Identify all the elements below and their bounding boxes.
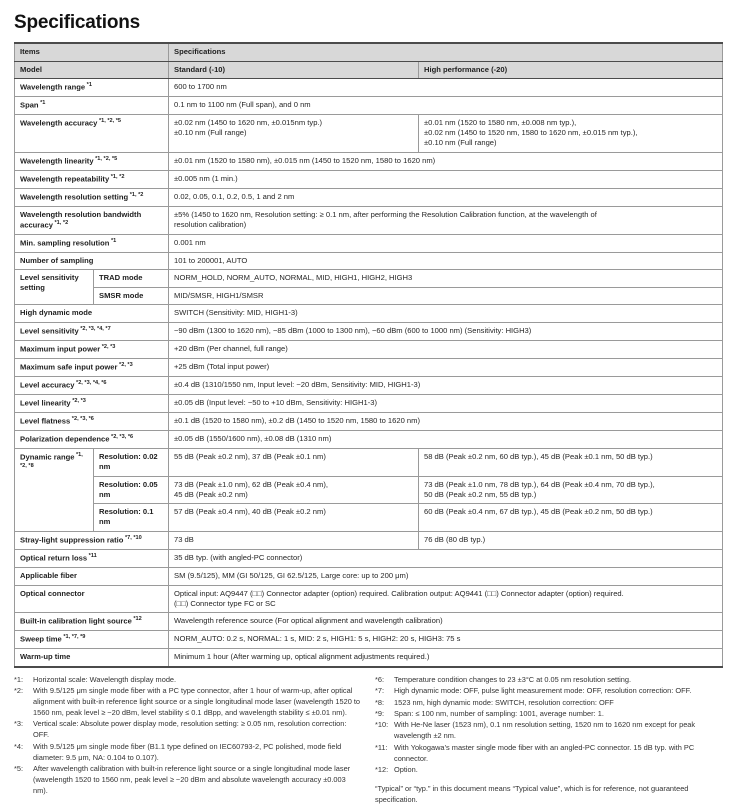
label-cell: Number of sampling (15, 252, 169, 270)
footnote (14, 719, 361, 741)
value-cell: 60 dB (Peak ±0.4 nm, 67 dB typ.), 45 dB (Peak ±0.2 nm, 50 dB typ.) (419, 504, 723, 532)
table-row (15, 270, 723, 288)
col-header-high-performance: High performance (-20) (419, 61, 723, 79)
label-cell: Level sensitivity $^{*2, *3, *4, *7}$ (15, 322, 169, 340)
table-row (15, 79, 723, 97)
table-row (15, 549, 723, 567)
value-cell: 600 to 1700 nm (169, 79, 723, 97)
value-cell: Minimum 1 hour (After warming up, optical alignment adjustments required.) (169, 649, 723, 667)
value-cell: ±0.05 dB (1550/1600 nm), ±0.08 dB (1310 nm) (169, 431, 723, 449)
label-cell: Polarization dependence $^{*2, *3, *6}$ (15, 431, 169, 449)
table-row (15, 188, 723, 206)
table-row (15, 97, 723, 115)
value-cell: 101 to 200001, AUTO (169, 252, 723, 270)
table-row (15, 504, 723, 532)
footnote (14, 686, 361, 719)
table-row (15, 305, 723, 323)
table-row (15, 631, 723, 649)
label-cell: Maximum safe input power $^{*2, *3}$ (15, 359, 169, 377)
table-row (15, 395, 723, 413)
spec-table-body (15, 43, 723, 667)
footnote (14, 742, 361, 764)
footnote-ref: *1, *2, *5 (93, 155, 118, 162)
footnote-marker: *1: (14, 674, 24, 684)
value-cell: ±0.05 dB (Input level: −50 to +10 dBm, Sensitivity: HIGH1-3) (169, 395, 723, 413)
footnote-ref: *1, *2 (128, 191, 144, 198)
sublabel-cell: TRAD mode (94, 270, 169, 288)
footnote-text: Vertical scale: Absolute power display mode, resolution setting: ≥ 0.05 nm, resolution correction: OFF. (33, 719, 347, 740)
footnote-ref: *7, *10 (123, 534, 142, 541)
footnote-marker: *8: (375, 697, 385, 707)
footnote-marker: *5: (14, 764, 24, 774)
footnote-marker: *11: (375, 742, 388, 752)
footnote (14, 675, 361, 686)
label-cell: Sweep time $^{*1, *7, *9}$ (15, 631, 169, 649)
value-cell: NORM_HOLD, NORM_AUTO, NORMAL, MID, HIGH1, HIGH2, HIGH3 (169, 270, 723, 288)
value-cell: 0.001 nm (169, 234, 723, 252)
value-cell: ±0.005 nm (1 min.) (169, 170, 723, 188)
value-cell: −90 dBm (1300 to 1620 nm), −85 dBm (1000 to 1300 nm), −60 dBm (600 to 1000 nm) (Sensitivity: HIGH3) (169, 322, 723, 340)
footnote-text: With 9.5/125 μm single mode fiber with a PC type connector, after 1 hour of warm-up, after optical alignment with built-in reference light source or a single longitudinal mode laser (wavelength 1520 to 1560 nm, peak level ≥ −20 dBm, level stability ≤ 0.1 dBpp, and wavelength stability ≤ ±0.01 nm). (33, 686, 361, 718)
label-cell: Level linearity $^{*2, *3}$ (15, 395, 169, 413)
typical-note: “Typical” or “typ.” in this document means “Typical value”, which is for reference, not guaranteed specification. (375, 784, 689, 805)
label-cell: Optical return loss $^{*11}$ (15, 549, 169, 567)
label-cell: Level accuracy $^{*2, *3, *4, *6}$ (15, 377, 169, 395)
table-row (15, 206, 723, 234)
footnote (375, 720, 722, 742)
footnote (375, 743, 722, 765)
value-cell: 73 dB (169, 531, 419, 549)
footnotes-right (375, 675, 722, 806)
value-cell: +20 dBm (Per channel, full range) (169, 341, 723, 359)
table-row (15, 449, 723, 477)
footnotes-section (14, 675, 722, 806)
label-cell: Wavelength repeatability $^{*1, *2}$ (15, 170, 169, 188)
table-row (15, 170, 723, 188)
label-cell: Optical connector (15, 585, 169, 613)
table-row (15, 476, 723, 504)
footnote-text: High dynamic mode: OFF, pulse light measurement mode: OFF, resolution correction: OFF. (394, 686, 692, 696)
footnote-ref: *2, *3, *6 (109, 434, 134, 441)
table-row (15, 531, 723, 549)
label-cell: Span $^{*1}$ (15, 97, 169, 115)
table-row (15, 115, 723, 153)
label-cell: Wavelength linearity $^{*1, *2, *5}$ (15, 152, 169, 170)
label-cell: Dynamic range $^{*1, *2, *8}$ (15, 449, 94, 532)
footnote-text: 1523 nm, high dynamic mode: SWITCH, resolution correction: OFF (394, 697, 614, 707)
value-cell: 35 dB typ. (with angled-PC connector) (169, 549, 723, 567)
footnote-marker: *10: (375, 720, 389, 730)
label-cell: Min. sampling resolution $^{*1}$ (15, 234, 169, 252)
footnote-ref: *1, *2 (109, 173, 125, 180)
value-cell: 58 dB (Peak ±0.2 nm, 60 dB typ.), 45 dB (Peak ±0.1 nm, 50 dB typ.) (419, 449, 723, 477)
table-row (15, 568, 723, 586)
value-cell: ±5% (1450 to 1620 nm, Resolution setting: ≥ 0.1 nm, after performing the Resolution Calibration function, at the wavelength of resolution calibration) (169, 206, 723, 234)
value-cell: 57 dB (Peak ±0.4 nm), 40 dB (Peak ±0.2 nm) (169, 504, 419, 532)
value-cell: Optical input: AQ9447 (□□) Connector adapter (option) required. Calibration output: AQ9441 (□□) Connector adapter (option) required. (□□) Connector type FC or SC (169, 585, 723, 613)
table-row (15, 585, 723, 613)
value-cell: +25 dBm (Total input power) (169, 359, 723, 377)
table-row (15, 413, 723, 431)
footnote-ref: *2, *3, *4, *6 (74, 380, 107, 387)
value-cell: 76 dB (80 dB typ.) (419, 531, 723, 549)
col-header-standard: Standard (-10) (169, 61, 419, 79)
footnote-ref: *2, *3, *4, *7 (78, 325, 111, 332)
footnote-ref: *1 (38, 100, 46, 107)
footnote-text: Span: ≤ 100 nm, number of sampling: 1001, average number: 1. (394, 709, 604, 719)
col-header-model: Model (15, 61, 169, 79)
label-cell: Stray-light suppression ratio $^{*7, *10}$ (15, 531, 169, 549)
footnote-ref: *1, *2 (52, 219, 69, 226)
value-cell: 55 dB (Peak ±0.2 nm), 37 dB (Peak ±0.1 nm) (169, 449, 419, 477)
table-row (15, 322, 723, 340)
footnote-text: Option. (394, 765, 418, 775)
value-cell: ±0.1 dB (1520 to 1580 nm), ±0.2 dB (1450 to 1520 nm, 1580 to 1620 nm) (169, 413, 723, 431)
value-cell: ±0.4 dB (1310/1550 nm, Input level: −20 dBm, Sensitivity: MID, HIGH1-3) (169, 377, 723, 395)
value-cell: ±0.02 nm (1450 to 1620 nm, ±0.015nm typ.) ±0.10 nm (Full range) (169, 115, 419, 153)
value-cell: 0.02, 0.05, 0.1, 0.2, 0.5, 1 and 2 nm (169, 188, 723, 206)
sublabel-cell: Resolution: 0.05 nm (94, 476, 169, 504)
label-cell: Applicable fiber (15, 568, 169, 586)
footnote-marker: *7: (375, 686, 385, 696)
label-cell: Level flatness $^{*2, *3, *6}$ (15, 413, 169, 431)
footnote-ref: *11 (87, 552, 97, 559)
sublabel-cell: Resolution: 0.02 nm (94, 449, 169, 477)
footnote-ref: *12 (131, 616, 142, 623)
spec-table (14, 42, 723, 668)
label-cell: Level sensitivity setting (15, 270, 94, 305)
value-cell: SWITCH (Sensitivity: MID, HIGH1-3) (169, 305, 723, 323)
value-cell: NORM_AUTO: 0.2 s, NORMAL: 1 s, MID: 2 s, HIGH1: 5 s, HIGH2: 20 s, HIGH3: 75 s (169, 631, 723, 649)
label-cell: Wavelength range $^{*1}$ (15, 79, 169, 97)
footnote-text: With He-Ne laser (1523 nm), 0.1 nm resolution setting, 1520 nm to 1620 nm except for peak wavelength ±2 nm. (394, 720, 696, 741)
footnote-text: After wavelength calibration with built-in reference light source or a single longitudinal mode laser (wavelength 1520 to 1560 nm, peak level ≥ −20 dBm and absolute wavelength accuracy ±0.003 nm). (33, 764, 351, 796)
footnote-text: Horizontal scale: Wavelength display mode. (33, 674, 177, 684)
footnote-ref: *2, *3 (70, 398, 86, 405)
table-row (15, 431, 723, 449)
table-row (15, 359, 723, 377)
footnote-marker: *3: (14, 719, 24, 729)
value-cell: MID/SMSR, HIGH1/SMSR (169, 287, 723, 305)
col-header-specifications: Specifications (169, 43, 723, 61)
footnote (375, 765, 722, 776)
label-cell: Built-in calibration light source $^{*12}$ (15, 613, 169, 631)
footnote-marker: *4: (14, 741, 24, 751)
footnote-ref: *2, *3 (117, 362, 133, 369)
value-cell: ±0.01 nm (1520 to 1580 nm, ±0.008 nm typ.), ±0.02 nm (1450 to 1520 nm, 1580 to 1620 nm, ±0.015 nm typ.), ±0.10 nm (Full range) (419, 115, 723, 153)
page-title: Specifications (14, 12, 141, 33)
footnote (375, 686, 722, 697)
footnote-ref: *1, *2, *5 (97, 118, 122, 125)
footnote-marker: *2: (14, 686, 24, 696)
table-row (15, 377, 723, 395)
table-row (15, 287, 723, 305)
value-cell: 0.1 nm to 1100 nm (Full span), and 0 nm (169, 97, 723, 115)
table-row (15, 649, 723, 667)
value-cell: 73 dB (Peak ±1.0 nm, 78 dB typ.), 64 dB (Peak ±0.4 nm, 70 dB typ.), 50 dB (Peak ±0.2 nm, 55 dB typ.) (419, 476, 723, 504)
table-row (15, 61, 723, 79)
footnote-ref: *1 (109, 237, 117, 244)
footnote-ref: *1, *7, *9 (61, 634, 86, 641)
label-cell: Wavelength resolution setting $^{*1, *2}$ (15, 188, 169, 206)
footnotes-left (14, 675, 361, 806)
label-cell: Wavelength accuracy $^{*1, *2, *5}$ (15, 115, 169, 153)
label-cell: Warm-up time (15, 649, 169, 667)
table-row (15, 613, 723, 631)
table-row (15, 341, 723, 359)
value-cell: SM (9.5/125), MM (GI 50/125, GI 62.5/125, Large core: up to 200 μm) (169, 568, 723, 586)
footnote-ref: *2, *3, *6 (70, 416, 94, 423)
footnote-marker: *12: (375, 765, 389, 775)
footnote (375, 698, 722, 709)
table-row (15, 234, 723, 252)
value-cell: Wavelength reference source (For optical alignment and wavelength calibration) (169, 613, 723, 631)
sublabel-cell: SMSR mode (94, 287, 169, 305)
label-cell: Wavelength resolution bandwidth accuracy $^{*1, *2}$ (15, 206, 169, 234)
table-row (15, 43, 723, 61)
footnote-text: Temperature condition changes to 23 ±3°C at 0.05 nm resolution setting. (394, 674, 632, 684)
label-cell: Maximum input power $^{*2, *3}$ (15, 341, 169, 359)
footnote-text: With Yokogawa’s master single mode fiber with an angled-PC connector. 15 dB typ. with PC connector. (394, 742, 695, 763)
label-cell: High dynamic mode (15, 305, 169, 323)
footnote (14, 764, 361, 797)
footnote-ref: *2, *3 (100, 344, 116, 351)
footnote-text: With 9.5/125 μm single mode fiber (B1.1 type defined on IEC60793-2, PC polished, mode field diameter: 9.5 μm, NA: 0.104 to 0.107). (33, 741, 342, 762)
col-header-items: Items (15, 43, 169, 61)
footnote-ref: *1 (85, 82, 92, 89)
value-cell: 73 dB (Peak ±1.0 nm), 62 dB (Peak ±0.4 nm), 45 dB (Peak ±0.2 nm) (169, 476, 419, 504)
footnote (375, 709, 722, 720)
footnote-marker: *6: (375, 674, 385, 684)
footnote-marker: *9: (375, 709, 385, 719)
value-cell: ±0.01 nm (1520 to 1580 nm), ±0.015 nm (1450 to 1520 nm, 1580 to 1620 nm) (169, 152, 723, 170)
table-row (15, 152, 723, 170)
footnote (375, 675, 722, 686)
table-row (15, 252, 723, 270)
sublabel-cell: Resolution: 0.1 nm (94, 504, 169, 532)
footnote-ref: *1, *2, *8 (20, 452, 83, 469)
